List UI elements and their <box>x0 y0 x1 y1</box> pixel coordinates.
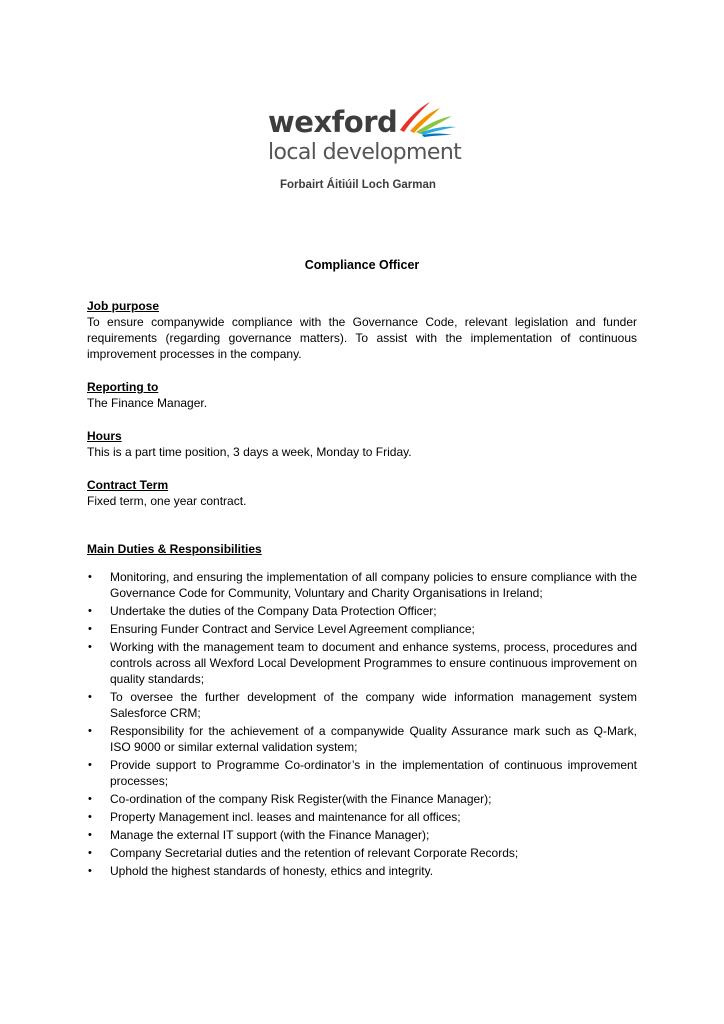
list-item <box>87 827 637 843</box>
section-job-purpose <box>87 298 637 362</box>
section-text: To ensure companywide compliance with the Governance Code, relevant legislation and funder requirements (regarding governance matters). To assist with the implementation of continuous improvement processes in the company. <box>87 315 637 361</box>
list-item <box>87 569 637 601</box>
bullet-icon: • <box>88 793 92 805</box>
list-item <box>87 757 637 789</box>
section-heading: Job purpose <box>87 299 160 313</box>
list-item-text: Provide support to Programme Co-ordinator’s in the implementation of continuous improvement processes; <box>110 758 637 788</box>
colour-swoosh-icon <box>396 100 458 138</box>
section-heading: Hours <box>87 429 122 443</box>
bullet-icon: • <box>88 725 92 737</box>
section-reporting-to <box>87 379 637 411</box>
section-heading: Contract Term <box>87 478 169 492</box>
bullet-icon: • <box>88 623 92 635</box>
bullet-icon: • <box>88 865 92 877</box>
list-item-text: Monitoring, and ensuring the implementation of all company policies to ensure compliance with the Governance Code for Community, Voluntary and Charity Organisations in Ireland; <box>110 570 637 600</box>
bullet-icon: • <box>88 759 92 771</box>
section-text: This is a part time position, 3 days a week, Monday to Friday. <box>87 445 412 459</box>
list-item-text: Working with the management team to document and enhance systems, process, procedures and controls across all Wexford Local Development Programmes to ensure continuous improvement on quality standards; <box>110 640 637 686</box>
list-item <box>87 621 637 637</box>
bullet-icon: • <box>88 691 92 703</box>
document-body <box>87 298 637 881</box>
list-item-text: Ensuring Funder Contract and Service Level Agreement compliance; <box>110 622 475 636</box>
wexford-local-development-logo <box>268 100 468 195</box>
document-title: Compliance Officer <box>304 258 420 272</box>
list-item <box>87 723 637 755</box>
bullet-icon: • <box>88 829 92 841</box>
list-item <box>87 863 637 879</box>
list-item-text: Property Management incl. leases and maintenance for all offices; <box>110 810 461 824</box>
bullet-icon: • <box>88 811 92 823</box>
list-item <box>87 639 637 687</box>
list-item-text: Uphold the highest standards of honesty, ethics and integrity. <box>110 864 434 878</box>
logo-name: wexford <box>268 105 398 139</box>
section-heading: Main Duties & Responsibilities <box>87 542 262 556</box>
bullet-icon: • <box>88 847 92 859</box>
list-item <box>87 791 637 807</box>
list-item <box>87 603 637 619</box>
section-text: Fixed term, one year contract. <box>87 494 247 508</box>
list-item-text: Co-ordination of the company Risk Register(with the Finance Manager); <box>110 792 492 806</box>
section-heading: Reporting to <box>87 380 159 394</box>
bullet-icon: • <box>88 641 92 653</box>
bullet-icon: • <box>88 571 92 583</box>
list-item <box>87 689 637 721</box>
duties-list <box>87 569 637 879</box>
section-contract-term <box>87 477 637 509</box>
swoosh-blue <box>422 134 452 138</box>
list-item <box>87 809 637 825</box>
list-item-text: Responsibility for the achievement of a companywide Quality Assurance mark such as Q-Mark, ISO 9000 or similar external validation system; <box>110 724 637 754</box>
list-item-text: To oversee the further development of the company wide information management system Salesforce CRM; <box>110 690 637 720</box>
section-main-duties <box>87 541 637 879</box>
list-item-text: Manage the external IT support (with the Finance Manager); <box>110 828 430 842</box>
list-item <box>87 845 637 861</box>
list-item-text: Company Secretarial duties and the retention of relevant Corporate Records; <box>110 846 519 860</box>
section-hours <box>87 428 637 460</box>
list-item-text: Undertake the duties of the Company Data Protection Officer; <box>110 604 437 618</box>
bullet-icon: • <box>88 605 92 617</box>
logo-irish-name: Forbairt Áitiúil Loch Garman <box>280 179 436 191</box>
section-text: The Finance Manager. <box>87 396 208 410</box>
logo-subtitle: local development <box>268 140 462 165</box>
